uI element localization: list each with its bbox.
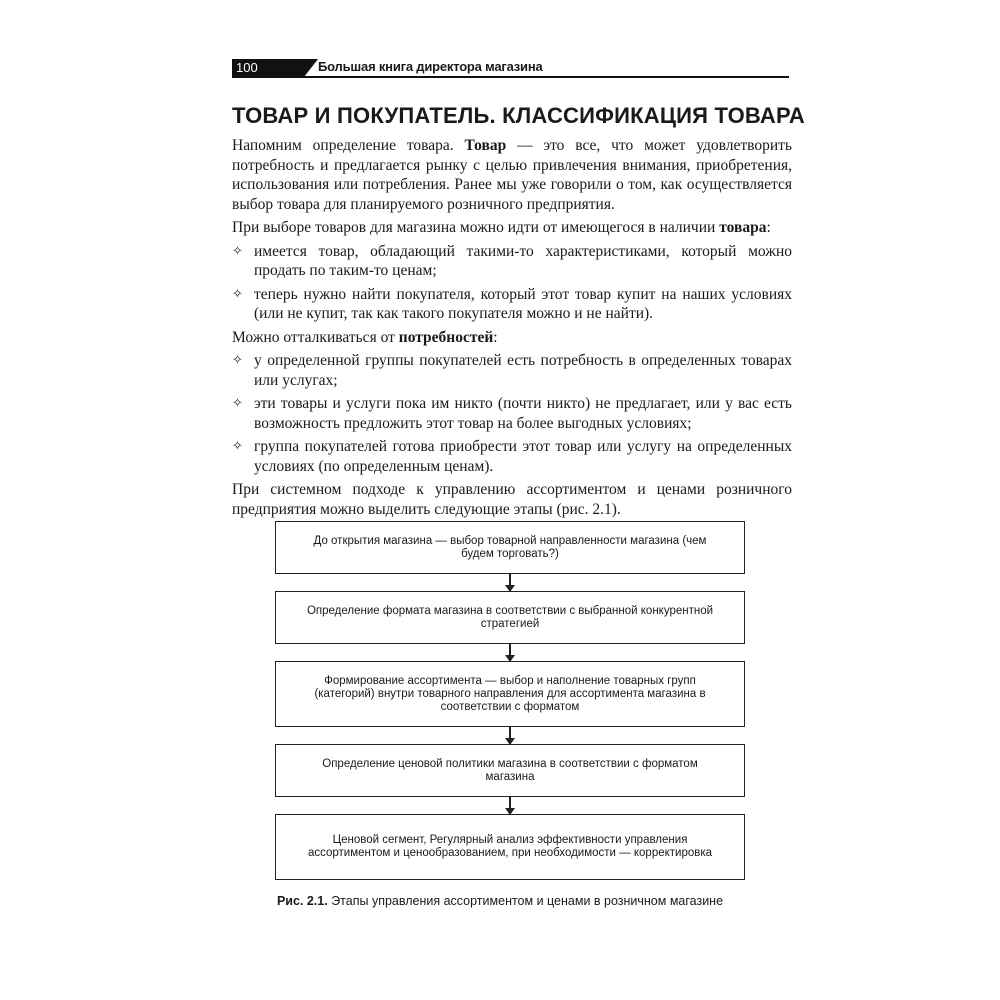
goods-term: товара: [719, 219, 767, 236]
flow-step-assortment: Формирование ассортимента — выбор и наполнение товарных групп (категорий) внутри товарного направления для ассортимента магазина в соответствии с форматом: [275, 661, 745, 727]
caption-label: Рис. 2.1.: [276, 894, 328, 908]
goods-list: [232, 242, 792, 324]
intro-before: Напомним определение товара.: [232, 137, 465, 154]
stages-paragraph: При системном подходе к управлению ассортиментом и ценами розничного предприятия можно выделить следующие этапы (рис. 2.1).: [232, 481, 792, 518]
body-text: [232, 136, 792, 523]
bullet-icon: ✧: [232, 439, 243, 454]
needs-term: потребностей: [398, 328, 494, 346]
flow-step-analysis: Ценовой сегмент, Регулярный анализ эффективности управления ассортиментом и ценообразованием, при необходимости — корректировка: [275, 814, 745, 880]
section-heading: ТОВАР И ПОКУПАТЕЛЬ. КЛАССИФИКАЦИЯ ТОВАРА: [232, 103, 805, 128]
needs-list: [232, 351, 792, 476]
flow-step-store-format: Определение формата магазина в соответствии с выбранной конкурентной стратегией: [275, 591, 745, 644]
page-header: [232, 58, 789, 78]
needs-after: :: [493, 328, 498, 346]
flow-step-store-direction: До открытия магазина — выбор товарной направленности магазина (чем будем торговать?): [275, 521, 745, 574]
list-item-text: у определенной группы покупателей есть потребность в определенных товарах или услугах;: [254, 352, 792, 389]
list-item-text: теперь нужно найти покупателя, который этот товар купит на наших условиях (или не купит, так как такого покупателя можно и не найти).: [254, 285, 792, 322]
flow-step-pricing-policy: Определение ценовой политики магазина в соответствии с форматом магазина: [275, 744, 745, 797]
list-item: [232, 242, 792, 281]
list-item-text: эти товары и услуги пока им никто (почти никто) не предлагает, или у вас есть возможность предложить этот товар на более выгодных условиях;: [254, 395, 792, 432]
goods-after: :: [766, 219, 771, 236]
intro-after: — это все, что может удовлетворить потребность и предлагается рынку с целью привлечения внимания, приобретения, использования или потребления. Ранее мы уже говорили о том, как осуществляется выбор товара для планируемого розничного предприятия.: [232, 137, 792, 213]
page-number: 100: [232, 59, 304, 77]
bullet-icon: ✧: [232, 286, 243, 302]
goods-before: При выборе товаров для магазина можно идти от имеющегося в наличии: [232, 219, 720, 236]
page-number-tab: [304, 59, 318, 77]
list-item: [232, 351, 792, 390]
goods-paragraph: [232, 218, 792, 238]
running-title: Большая книга директора магазина: [318, 59, 543, 74]
list-item-text: имеется товар, обладающий такими-то характеристиками, который можно продать по таким-то ценам;: [254, 242, 792, 279]
list-item: [232, 437, 792, 476]
flow-arrow: [509, 574, 511, 591]
figure-caption: [0, 894, 1000, 908]
bullet-icon: ✧: [232, 243, 243, 259]
list-item-text: группа покупателей готова приобрести этот товар или услугу на определенных условиях (по определенным ценам).: [254, 438, 792, 475]
flow-arrow: [509, 644, 511, 661]
caption-text: Этапы управления ассортиментом и ценами в розничном магазине: [327, 894, 724, 908]
intro-term: Товар: [464, 137, 507, 154]
flow-arrow: [509, 727, 511, 744]
list-item: [232, 394, 792, 433]
bullet-icon: ✧: [232, 353, 243, 368]
bullet-icon: ✧: [232, 396, 243, 411]
list-item: [232, 285, 792, 324]
needs-paragraph: [232, 328, 792, 348]
header-rule: [232, 76, 789, 78]
needs-before: Можно отталкиваться от: [232, 328, 399, 346]
intro-paragraph: [232, 136, 792, 214]
flow-arrow: [509, 797, 511, 814]
